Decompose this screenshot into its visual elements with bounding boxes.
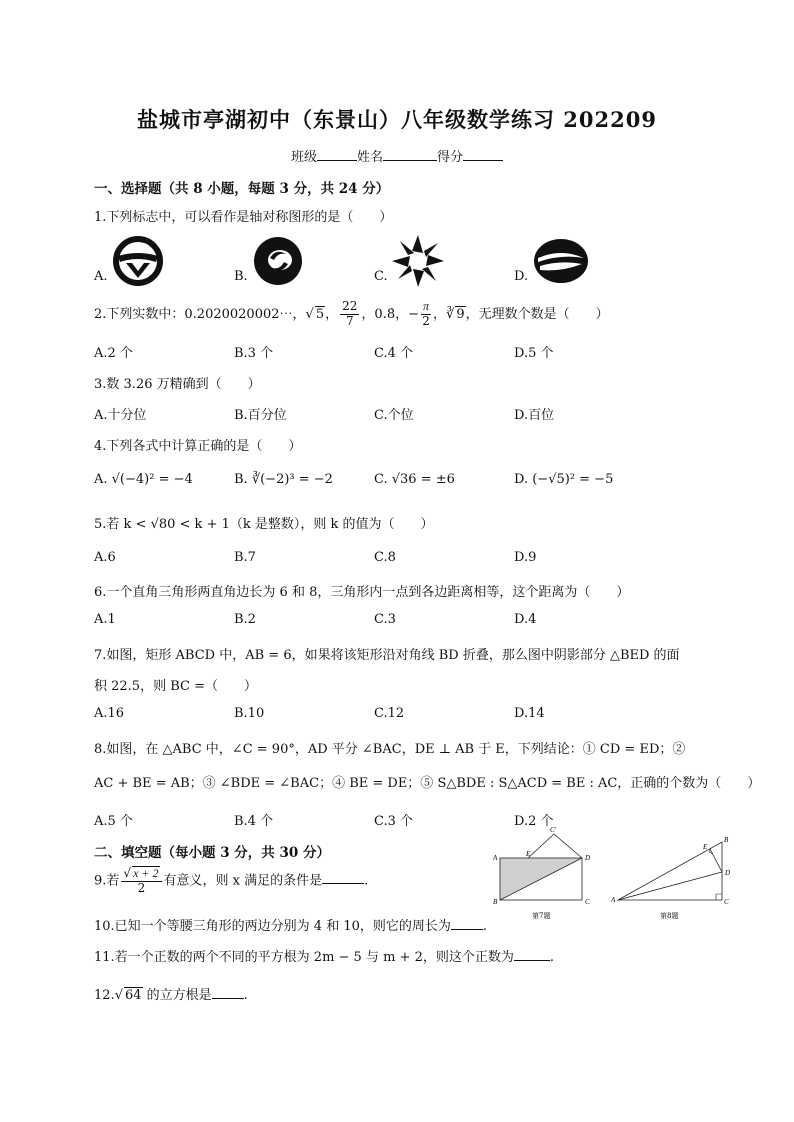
fig8-label-a: A [611,896,616,904]
circle-v-logo-icon [112,236,164,286]
q3-option-c: C.个位 [374,408,414,423]
q2-suffix: ，无理数个数是（ ） [465,306,609,322]
question-8-line2: AC + BE = AB；③ ∠BDE = ∠BAC；④ BE = DE；⑤ S△BDE : S△ACD = BE : AC，正确的个数为（ ） [94,776,761,791]
q4-option-d: D. (−√5)² = −5 [514,472,614,487]
q11-end: . [549,950,554,965]
q6-option-b: B.2 [234,612,256,627]
q2-frac2-den: 2 [422,313,430,328]
q9-denominator: 2 [137,880,146,895]
q9-prefix: 9.若 [94,873,120,889]
fig8-label-e: E [703,843,708,851]
q9-radicand: x + 2 [133,866,159,880]
q6-option-c: C.3 [374,612,396,627]
q7-option-c: C.12 [374,706,405,721]
q2-repeating-decimal: 0.8̇ [374,306,396,322]
question-7-line2: 积 22.5，则 BC =（ ） [94,679,257,694]
question-2-stem: 2.下列实数中：0.2020020002⋯，√ 5， $\frac{22}{7}$ ，0.8̇，− $\frac{\pi}{2}$ ，∛ 9，无理数个数是（ ） [94,299,609,328]
q2-sqrt5: 5 [315,306,325,322]
q6-option-a: A.1 [94,612,116,627]
q4-option-b: B. ∛(−2)³ = −2 [234,472,333,487]
question-8-line1: 8.如图，在 △ABC 中，∠C = 90°，AD 平分 ∠BAC，DE ⊥ AB 于 E，下列结论：① CD = ED；② [94,742,686,757]
q7-figure [490,826,602,922]
q12-end: . [243,988,248,1003]
q3-option-b: B.百分位 [234,408,287,423]
fig7-label-d: D [585,854,591,862]
question-3-stem: 3.数 3.26 万精确到（ ） [94,377,261,392]
page-title: 盐城市亭湖初中（东景山）八年级数学练习 202209 [137,107,657,132]
four-star-logo-icon [390,233,446,289]
q12-prefix: 12. [94,988,115,1003]
q11-text: 11.若一个正数的两个不同的平方根为 2m − 5 与 m + 2，则这个正数为 [94,950,514,965]
q2-frac1-den: 7 [345,313,354,328]
fig7-label-b: B [493,898,498,906]
q2-option-b: B.3 个 [234,346,274,361]
q5-option-b: B.7 [234,550,256,565]
q12-suffix: 的立方根是 [142,988,212,1003]
q1-option-b-label: B. [234,269,248,284]
question-4-stem: 4.下列各式中计算正确的是（ ） [94,439,302,454]
question-7-line1: 7.如图，矩形 ABCD 中，AB = 6，如果将该矩形沿对角线 BD 折叠，那么图中阴影部分 △BED 的面 [94,648,680,663]
q2-fraction-22-7 [340,300,359,329]
question-1-stem: 1.下列标志中，可以看作是轴对称图形的是（ ） [94,210,393,225]
q2-option-a: A.2 个 [94,346,133,361]
score-blank[interactable] [463,148,503,161]
q5-option-c: C.8 [374,550,396,565]
class-label: 班级 [290,150,317,165]
student-info-line [0,146,794,165]
name-blank[interactable] [383,148,437,161]
fig7-label-a: A [493,854,498,862]
fig8-label-d: D [725,869,731,877]
q9-fraction [121,866,161,896]
q10-text: 10.已知一个等腰三角形的两边分别为 4 和 10，则它的周长为 [94,919,451,934]
q10-answer-blank[interactable] [451,917,483,930]
q2-prefix: 2.下列实数中：0.2020020002⋯， [94,306,306,322]
q7-option-b: B.10 [234,706,265,721]
q2-fraction-pi-2 [421,300,431,329]
q1-option-a-label: A. [94,269,108,284]
q7-option-a: A.16 [94,706,125,721]
q2-cbrt9: 9 [456,306,465,322]
q3-option-d: D.百位 [514,408,555,423]
question-5-stem: 5.若 k < √80 < k + 1（k 是整数），则 k 的值为（ ） [94,517,434,532]
q3-option-a: A.十分位 [94,408,147,423]
fig7-caption: 第7题 [532,912,551,920]
fig7-label-c: C [585,898,590,906]
fig7-label-e: E [526,850,531,858]
name-label: 姓名 [356,150,383,165]
q7-option-d: D.14 [514,706,545,721]
q12-radicand: 64 [124,988,142,1003]
q9-suffix: 有意义，则 x 满足的条件是 [163,873,323,889]
q2-frac2-num: π [423,299,430,313]
fig7-label-c-prime: C' [550,826,557,834]
class-blank[interactable] [317,148,357,161]
fig8-caption: 第8题 [660,912,679,920]
question-12-stem: 12.√ 64 的立方根是 . [94,988,248,1003]
question-9-stem [94,866,368,896]
question-11-stem [94,946,554,965]
q12-answer-blank[interactable] [212,986,244,999]
q8-option-b: B.4 个 [234,814,274,829]
q2-frac1-num: 22 [342,299,358,313]
q9-numerator: √ x + 2 [121,866,161,882]
q6-option-d: D.4 [514,612,537,627]
q8-option-c: C.3 个 [374,814,414,829]
question-6-stem: 6.一个直角三角形两直角边长为 6 和 8，三角形内一点到各边距离相等，这个距离为（ ） [94,585,630,600]
q2-option-c: C.4 个 [374,346,414,361]
score-label: 得分 [437,150,464,165]
ring-logo-icon [532,236,590,286]
q9-answer-blank[interactable] [322,871,364,884]
section-choice-heading: 一、选择题（共 8 小题，每题 3 分，共 24 分） [94,181,390,197]
q5-option-a: A.6 [94,550,116,565]
question-10-stem [94,915,487,934]
q1-option-d-label: D. [514,269,529,284]
section-fill-heading: 二、填空题（每小题 3 分，共 30 分） [94,845,330,861]
q4-option-c: C. √36 = ±6 [374,472,455,487]
q8-figure [610,832,740,922]
q10-end: . [482,919,488,934]
fig8-label-c: C [724,898,729,906]
q9-end: . [364,873,369,889]
swirl-logo-icon [252,236,304,286]
q8-option-d: D.2 个 [514,814,554,829]
q1-option-c-label: C. [374,269,388,284]
q8-option-a: A.5 个 [94,814,133,829]
q5-option-d: D.9 [514,550,537,565]
q2-option-d: D.5 个 [514,346,554,361]
q4-option-a: A. √(−4)² = −4 [94,472,193,487]
fig8-label-b: B [724,836,729,844]
q11-answer-blank[interactable] [514,948,550,961]
